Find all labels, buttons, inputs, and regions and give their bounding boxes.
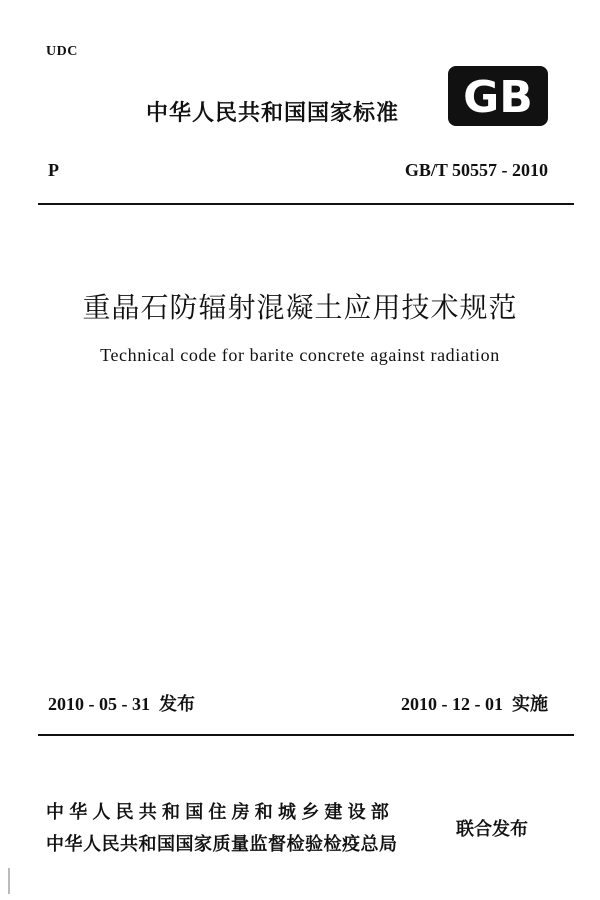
issuer-ministry-housing: 中华人民共和国住房和城乡建设部 [46,802,394,823]
svg-text:GB: GB [463,72,533,123]
national-standard-heading: 中华人民共和国国家标准 [146,101,400,126]
title-english: Technical code for barite concrete against radiation [100,345,500,365]
top-divider [38,203,574,205]
issuer-quality-inspection: 中华人民共和国国家质量监督检验检疫总局 [46,834,398,855]
standard-number: GB/T 50557 - 2010 [404,160,548,180]
gb-logo-icon [448,66,548,126]
issue-date: 2010 - 05 - 31 发布 [48,694,195,714]
joint-issue-label: 联合发布 [456,819,528,840]
classification-code: P [48,160,59,180]
implementation-date: 2010 - 12 - 01 实施 [401,694,548,714]
title-chinese: 重晶石防辐射混凝土应用技术规范 [82,291,518,324]
scan-edge-mark [8,868,10,894]
udc-label: UDC [46,44,78,59]
bottom-divider [38,734,574,736]
